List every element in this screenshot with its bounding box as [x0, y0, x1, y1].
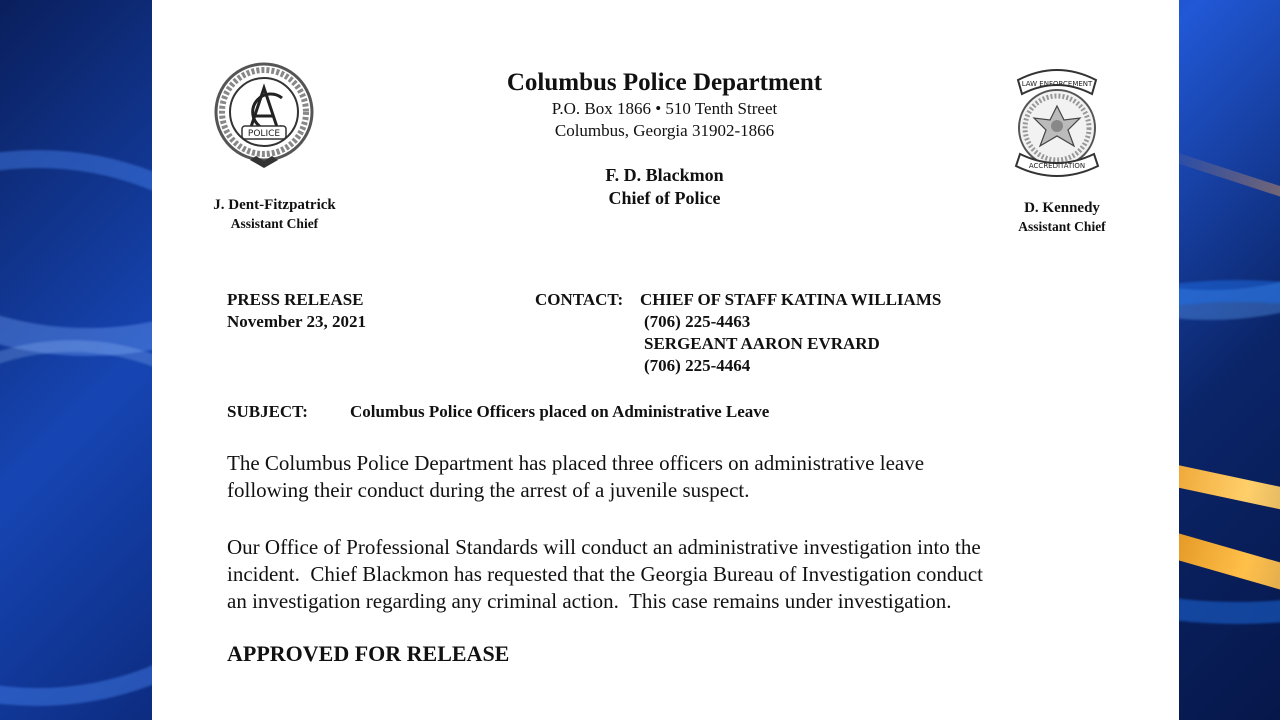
assistant-chief-left: [192, 196, 357, 232]
assistant-title: Assistant Chief: [230, 216, 319, 231]
body-line: Our Office of Professional Standards will conduct an administrative investigation into the: [227, 535, 981, 559]
chief-name: F. D. Blackmon: [605, 165, 724, 185]
assistant-name: J. Dent-Fitzpatrick: [213, 197, 336, 213]
address-line: P.O. Box 1866 • 510 Tenth Street: [551, 99, 778, 118]
assistant-chief-right: [992, 199, 1132, 235]
subject-label: SUBJECT:: [227, 402, 308, 421]
body-paragraph: [227, 534, 1127, 615]
press-release-block: [227, 289, 366, 333]
contact-name: CHIEF OF STAFF KATINA WILLIAMS: [640, 290, 942, 309]
department-name: Columbus Police Department: [506, 69, 823, 96]
letterhead: [412, 68, 917, 210]
chief-title: Chief of Police: [608, 188, 721, 208]
body-paragraph: [227, 450, 1127, 504]
assistant-name: D. Kennedy: [1024, 200, 1100, 216]
svg-text:POLICE: POLICE: [247, 129, 281, 139]
address-line: Columbus, Georgia 31902-1866: [554, 121, 775, 140]
svg-text:LAW ENFORCEMENT: LAW ENFORCEMENT: [1021, 80, 1093, 88]
press-release-document: [152, 0, 1179, 720]
subject-line: [227, 401, 769, 423]
contact-label: CONTACT:: [535, 290, 624, 309]
body-line: incident. Chief Blackmon has requested that the Georgia Bureau of Investigation conduct: [227, 562, 983, 586]
police-seal-icon: [210, 60, 318, 178]
body-line: The Columbus Police Department has placed three officers on administrative leave: [227, 451, 925, 475]
assistant-title: Assistant Chief: [1018, 219, 1106, 234]
contact-phone: (706) 225-4464: [644, 356, 751, 375]
contact-row: [535, 289, 941, 311]
contact-block: [535, 289, 941, 377]
approved-for-release: APPROVED FOR RELEASE: [227, 641, 510, 666]
accreditation-seal-icon: [1004, 62, 1110, 188]
press-release-date: November 23, 2021: [227, 312, 366, 331]
contact-phone: (706) 225-4463: [644, 312, 751, 331]
svg-text:ACCREDITATION: ACCREDITATION: [1028, 162, 1086, 170]
body-line: following their conduct during the arrest of a juvenile suspect.: [227, 478, 750, 502]
subject-text: Columbus Police Officers placed on Administrative Leave: [350, 402, 770, 421]
chief-block: [412, 164, 917, 210]
contact-name: SERGEANT AARON EVRARD: [644, 334, 880, 353]
press-release-label: PRESS RELEASE: [227, 290, 364, 309]
body-line: an investigation regarding any criminal action. This case remains under investigation.: [227, 589, 952, 613]
